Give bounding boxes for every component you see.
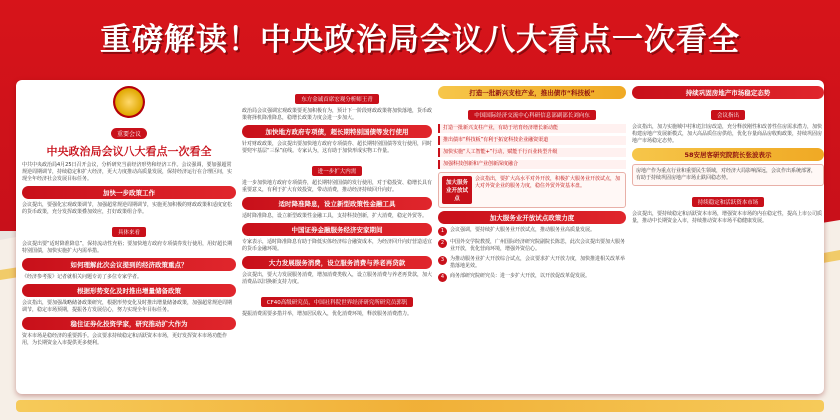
section-tab: 中国国际经济交流中心科研信息部副部长刘向东 [468, 110, 596, 120]
page-title: 重磅解读！中央政治局会议八大看点一次看全 [100, 22, 740, 58]
section-tab: 进一步扩大内需 [312, 166, 363, 176]
section-title: 适时降准降息，设立新型政策性金融工具 [242, 197, 432, 210]
section-text: 会议指出，要加强战略储备政策研究，根据形势变化及时推出增量储备政策，加强超常规逆周期调节，稳定市场预期，提振各方发展信心，努力实现全年目标任务。 [22, 300, 233, 313]
number-badge: 4 [438, 273, 447, 282]
section-tab: 东方金诚首席宏观分析师王青 [295, 94, 379, 104]
section-title: 加快一步政策工作 [22, 186, 236, 199]
section-tab: 持续稳定和活跃资本市场 [692, 197, 765, 207]
list-item-text: 为推动服务业扩大开放综合试点，会议要求扩大开放力度，加快推进相关改革举措落地见效。 [450, 256, 626, 269]
section-tab: 会议指出 [711, 110, 745, 120]
list-item [438, 239, 626, 253]
column-1 [22, 86, 236, 388]
decorative-bar [16, 400, 824, 412]
section-title: 大力发展服务消费，设立服务消费与养老再贷款 [242, 256, 432, 269]
number-badge: 3 [438, 256, 447, 265]
side-text: 会议指出，要扩大高水平对外开放，积极扩大服务业开放试点，加大对外资企业的服务力度，稳住外贸外资基本盘。 [475, 176, 621, 189]
section-text: 房地产作为重点行业和重要民生领域，对经济大局影响深远，会议作出系统部署，有助于持续巩固房地产市场止跌回稳态势。 [632, 164, 824, 186]
section-title: 打造一批新兴支柱产业，推出债市“科技板” [438, 86, 626, 99]
list-item-text: 商务部研究院研究员：进一步扩大开放，以开放促改革促发展。 [450, 273, 591, 279]
section-text: 针对财政政策，会议提出要加快地方政府专项债券、超长期特别国债等发行使用，同时要兜牢基层“三保”底线。专家认为，这有助于加快形成实物工作量。 [242, 141, 432, 154]
column-3 [438, 86, 626, 388]
side-label: 加大服务业开放试点 [442, 176, 472, 204]
list-item: 推出债市“科技板”有利于拓宽科技企业融资渠道 [438, 136, 626, 145]
section-text: 提振消费需要多措并举，增加居民收入，优化消费环境，释放服务消费潜力。 [242, 311, 413, 317]
section-title: 加大服务业开放试点政策力度 [438, 211, 626, 224]
number-badge: 1 [438, 227, 447, 236]
column-4 [632, 86, 824, 388]
section-text: 《经济参考报》记者就相关问题专访了多位专家学者。 [22, 274, 143, 280]
list-item [438, 273, 626, 282]
list-item: 打造一批新兴支柱产业，有助于培育经济增长新动能 [438, 124, 626, 133]
meeting-tag: 重要会议 [111, 128, 147, 139]
column-1-subtitle: 中央政治局会议八大看点一次看全 [46, 145, 212, 158]
number-badge: 2 [438, 239, 447, 248]
side-box [438, 172, 626, 208]
section-text: 政治局会议强调宏观政策要更加积极有为，预计下一阶段财政政策将加快落地，货币政策将择机降准降息，稳增长政策力度会进一步加大。 [242, 108, 432, 121]
list-item [438, 256, 626, 270]
party-emblem-icon [113, 86, 145, 118]
list-item: 加强科技创新和产业创新深度融合 [438, 160, 626, 169]
section-text: 进一步加快地方政府专项债券，超长期特别国债的发行使用，对于稳投资、稳增长具有重要意义，有利于扩大有效投资，带动消费，推动经济持续回升向好。 [242, 180, 432, 193]
section-title: 如何理解此次会议提到的经济政策重点？ [22, 258, 236, 271]
section-text: 会议提出要“适时降准降息”，保持流动性充裕；要加快地方政府专项债券发行使用，用好超长期特别国债，加快实施扩大内需举措。 [22, 241, 233, 254]
section-text: 专家表示，适时降准降息有助于降低实体经济综合融资成本，为经济回升向好营造适宜的货币金融环境。 [242, 239, 432, 252]
section-text: 会议提出，要大力发展服务消费，增加消费类收入，设立服务消费与养老再贷款，加大消费品以旧换新支持力度。 [242, 272, 432, 285]
list-item-text: 中国外交学院教授，广州国际经济研究院副院长陈思，此次会议提出要加大服务业开放，优化营商环境，增强外资信心。 [450, 239, 626, 252]
section-tab: CF40高级研究员，中国社科院世界经济研究所研究员郭钒 [261, 297, 414, 307]
intro-paragraph: 中共中央政治局4月25日召开会议，分析研究当前经济形势和经济工作。会议强调，要加强超常规逆周期调节，持续稳定和扩大经济，更大力度推动高质量发展，保持经济运行在合理区间，实现全年经济社会发展目标任务。 [22, 162, 233, 182]
list-item-text: 会议强调，要持续扩大服务业开放试点，推动服务业高质量发展。 [450, 227, 596, 233]
content-board [16, 80, 824, 394]
section-title: 中国证券金融服务经济安家期间 [242, 223, 432, 236]
section-text: 适时降准降息，设立新型政策性金融工具，支持科技创新，扩大消费，稳定外贸等。 [242, 213, 428, 219]
section-text: 会议指出，加力实施城中村和危旧房改造，充分释放刚性和改善性住房需求潜力，加快构建房地产发展新模式，加大高品质住房供给，优化存量商品房收购政策，持续巩固房地产市场稳定态势。 [632, 124, 823, 144]
section-title: 持续巩固房地产市场稳定态势 [632, 86, 824, 99]
section-title: 加快地方政府专项债，超长期特别国债等发行使用 [242, 125, 432, 138]
section-title: 根据形势变化及时推出增量储备政策 [22, 284, 236, 297]
section-text: 资本市场是稳经济的重要抓手。会议要求持续稳定和活跃资本市场，更好发挥资本市场功能作用，为长期资金入市提供更多便利。 [22, 333, 228, 346]
section-title: 58安居客研究院院长张波表示 [632, 148, 824, 161]
section-text: 会议提出，要持续稳定和活跃资本市场，增强资本市场的内在稳定性，提高上市公司质量，推动中长期资金入市，持续推动资本市场平稳健康发展。 [632, 211, 823, 224]
section-tab: 具体来看 [112, 227, 146, 237]
list-item: 加快实施“人工智能+”行动，赋能千行百业转型升级 [438, 148, 626, 157]
list-item [438, 227, 626, 236]
column-2 [242, 86, 432, 388]
section-text: 会议提出，要强化宏观政策调节，加强超常规逆周期调节，实施更加积极的财政政策和适度宽松的货币政策，充分发挥政策叠加效应，打好政策组合拳。 [22, 202, 233, 215]
section-title: 稳住证券化投资学家，研究推动扩大作为 [22, 317, 236, 330]
